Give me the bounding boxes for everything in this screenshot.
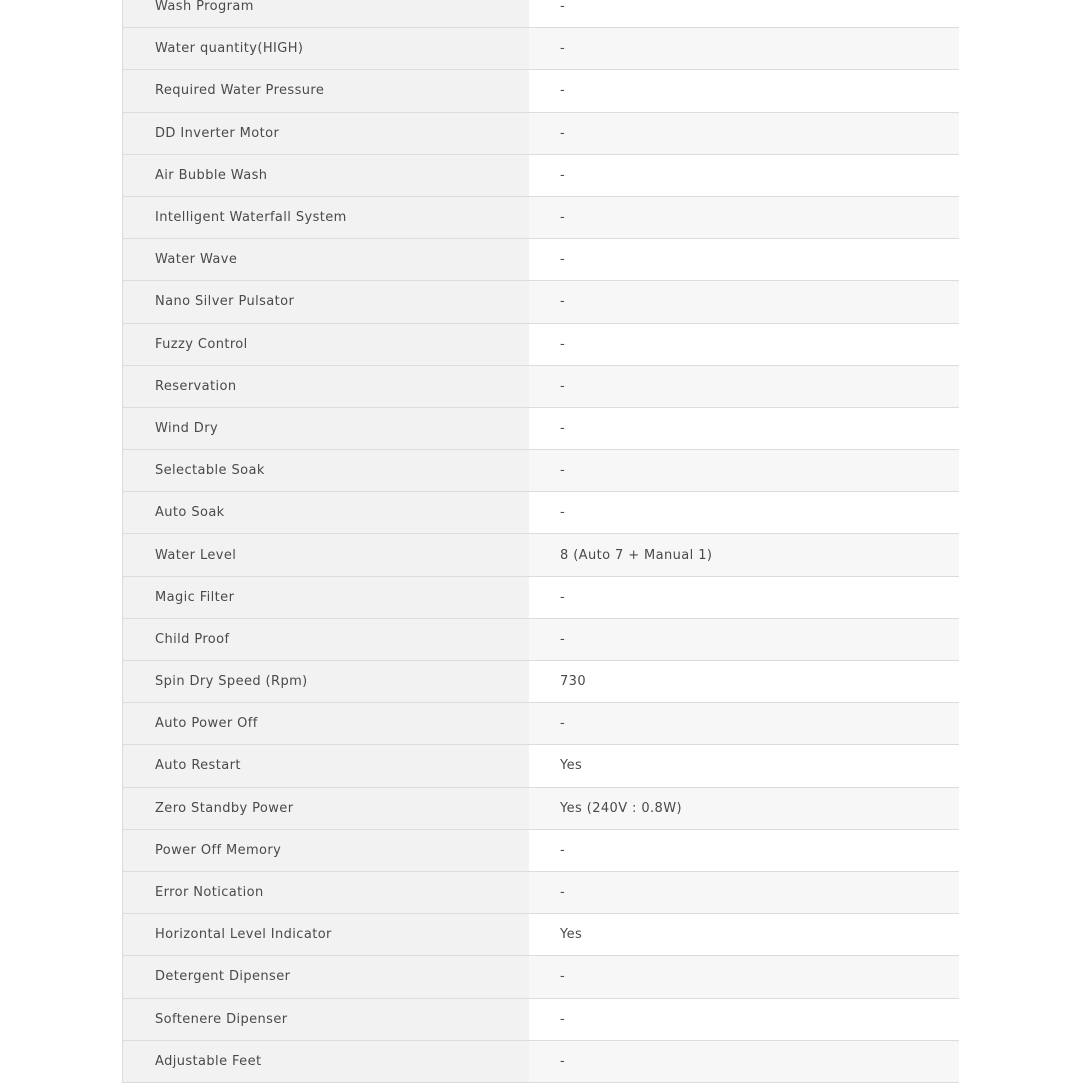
spec-row [123, 70, 959, 112]
spec-value: 730 [529, 661, 959, 702]
spec-label: Detergent Dipenser [123, 956, 529, 997]
spec-row [123, 155, 959, 197]
spec-label: Wind Dry [123, 408, 529, 449]
spec-row [123, 999, 959, 1041]
spec-row [123, 0, 959, 28]
spec-label: Zero Standby Power [123, 788, 529, 829]
spec-value: - [529, 70, 959, 111]
spec-label: Air Bubble Wash [123, 155, 529, 196]
spec-label: Water Wave [123, 239, 529, 280]
spec-value: - [529, 197, 959, 238]
spec-value: Yes [529, 745, 959, 786]
spec-row [123, 324, 959, 366]
spec-value: - [529, 281, 959, 322]
spec-row [123, 366, 959, 408]
spec-value: - [529, 239, 959, 280]
spec-row [123, 408, 959, 450]
spec-table [122, 0, 959, 1083]
spec-row [123, 956, 959, 998]
spec-value: Yes (240V : 0.8W) [529, 788, 959, 829]
spec-row [123, 788, 959, 830]
spec-label: Auto Power Off [123, 703, 529, 744]
spec-value: - [529, 1041, 959, 1082]
spec-value: - [529, 492, 959, 533]
spec-label: Nano Silver Pulsator [123, 281, 529, 322]
spec-value: - [529, 113, 959, 154]
spec-label: Auto Soak [123, 492, 529, 533]
spec-value: - [529, 155, 959, 196]
spec-label: Wash Program [123, 0, 529, 27]
spec-row [123, 1041, 959, 1083]
spec-label: Fuzzy Control [123, 324, 529, 365]
spec-row [123, 914, 959, 956]
spec-value: - [529, 872, 959, 913]
spec-row [123, 197, 959, 239]
spec-label: Reservation [123, 366, 529, 407]
spec-row [123, 577, 959, 619]
spec-value: - [529, 956, 959, 997]
spec-label: Power Off Memory [123, 830, 529, 871]
spec-label: Error Notication [123, 872, 529, 913]
spec-row [123, 534, 959, 576]
spec-value: - [529, 577, 959, 618]
spec-value: - [529, 830, 959, 871]
spec-value: - [529, 450, 959, 491]
spec-value: - [529, 999, 959, 1040]
spec-row [123, 661, 959, 703]
spec-value: - [529, 408, 959, 449]
spec-row [123, 281, 959, 323]
spec-row [123, 703, 959, 745]
spec-row [123, 830, 959, 872]
spec-value: - [529, 28, 959, 69]
spec-row [123, 872, 959, 914]
spec-label: Water Level [123, 534, 529, 575]
spec-label: Auto Restart [123, 745, 529, 786]
spec-label: Softenere Dipenser [123, 999, 529, 1040]
spec-label: Adjustable Feet [123, 1041, 529, 1082]
spec-label: Horizontal Level Indicator [123, 914, 529, 955]
spec-row [123, 492, 959, 534]
spec-label: DD Inverter Motor [123, 113, 529, 154]
spec-label: Intelligent Waterfall System [123, 197, 529, 238]
spec-row [123, 113, 959, 155]
spec-row [123, 619, 959, 661]
spec-row [123, 450, 959, 492]
spec-label: Magic Filter [123, 577, 529, 618]
spec-label: Child Proof [123, 619, 529, 660]
spec-value: 8 (Auto 7 + Manual 1) [529, 534, 959, 575]
spec-value: - [529, 324, 959, 365]
spec-label: Selectable Soak [123, 450, 529, 491]
spec-row [123, 28, 959, 70]
spec-label: Water quantity(HIGH) [123, 28, 529, 69]
spec-value: - [529, 703, 959, 744]
spec-label: Spin Dry Speed (Rpm) [123, 661, 529, 702]
spec-value: - [529, 619, 959, 660]
spec-value: - [529, 0, 959, 27]
spec-label: Required Water Pressure [123, 70, 529, 111]
spec-row [123, 745, 959, 787]
spec-value: Yes [529, 914, 959, 955]
spec-row [123, 239, 959, 281]
spec-value: - [529, 366, 959, 407]
